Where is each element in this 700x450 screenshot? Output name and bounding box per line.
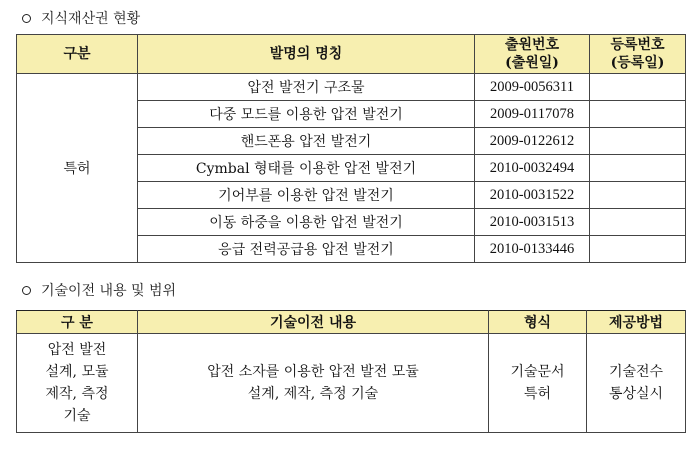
invention-name-cell: 다중 모드를 이용한 압전 발전기 xyxy=(138,101,475,128)
registration-number-cell xyxy=(590,74,686,101)
circle-bullet-icon xyxy=(22,14,31,23)
registration-number-cell xyxy=(590,236,686,263)
tech-transfer-title xyxy=(22,280,176,300)
registration-number-cell xyxy=(590,101,686,128)
application-number-cell: 2009-0117078 xyxy=(475,101,590,128)
table-row xyxy=(17,74,686,101)
transfer-method-line: 기술전수 xyxy=(608,364,664,380)
tech-transfer-title-text: 기술이전 내용 및 범위 xyxy=(41,283,177,299)
transfer-format-cell xyxy=(489,334,587,433)
transfer-content-cell xyxy=(138,334,489,433)
transfer-content-line: 설계, 제작, 측정 기술 xyxy=(247,386,379,402)
application-number-cell: 2010-0031522 xyxy=(475,182,590,209)
application-number-cell: 2010-0031513 xyxy=(475,209,590,236)
registration-number-cell xyxy=(590,209,686,236)
category-cell: 특허 xyxy=(17,74,138,263)
header-application-number-line1: 출원번호 xyxy=(504,37,560,53)
ip-status-title-text: 지식재산권 현황 xyxy=(41,11,141,27)
circle-bullet-icon xyxy=(22,286,31,295)
table-row xyxy=(17,334,686,433)
transfer-method-line: 통상실시 xyxy=(608,386,664,402)
transfer-method-cell xyxy=(587,334,686,433)
ip-table-header-row xyxy=(17,35,686,74)
header-provision-method: 제공방법 xyxy=(587,311,686,334)
application-number-cell: 2010-0032494 xyxy=(475,155,590,182)
application-number-cell: 2009-0056311 xyxy=(475,74,590,101)
ip-status-table xyxy=(16,34,686,263)
application-number-cell: 2009-0122612 xyxy=(475,128,590,155)
header-registration-number-line2: (등록일) xyxy=(610,55,665,71)
invention-name-cell: 압전 발전기 구조물 xyxy=(138,74,475,101)
transfer-category-line: 설계, 모듈 xyxy=(45,364,109,380)
header-registration-number xyxy=(590,35,686,74)
header-category: 구 분 xyxy=(17,311,138,334)
registration-number-cell xyxy=(590,128,686,155)
invention-name-cell: 이동 하중을 이용한 압전 발전기 xyxy=(138,209,475,236)
invention-name-cell: 응급 전력공급용 압전 발전기 xyxy=(138,236,475,263)
transfer-category-cell xyxy=(17,334,138,433)
transfer-format-line: 특허 xyxy=(523,386,552,402)
tt-table-header-row xyxy=(17,311,686,334)
registration-number-cell xyxy=(590,182,686,209)
header-invention-name: 발명의 명칭 xyxy=(138,35,475,74)
invention-name-cell: Cymbal 형태를 이용한 압전 발전기 xyxy=(138,155,475,182)
header-application-number-line2: (출원일) xyxy=(505,55,559,71)
transfer-category-line: 제작, 측정 xyxy=(45,386,109,402)
header-format: 형식 xyxy=(489,311,587,334)
header-transfer-content: 기술이전 내용 xyxy=(138,311,489,334)
registration-number-cell xyxy=(590,155,686,182)
application-number-cell: 2010-0133446 xyxy=(475,236,590,263)
transfer-format-line: 기술문서 xyxy=(510,364,565,380)
header-application-number xyxy=(475,35,590,74)
invention-name-cell: 기어부를 이용한 압전 발전기 xyxy=(138,182,475,209)
tech-transfer-table xyxy=(16,310,686,433)
invention-name-cell: 핸드폰용 압전 발전기 xyxy=(138,128,475,155)
ip-status-title xyxy=(22,8,140,28)
transfer-category-line: 압전 발전 xyxy=(47,342,107,358)
header-category: 구분 xyxy=(17,35,138,74)
header-registration-number-line1: 등록번호 xyxy=(610,37,665,53)
transfer-category-line: 기술 xyxy=(63,408,91,424)
transfer-content-line: 압전 소자를 이용한 압전 발전 모듈 xyxy=(207,364,419,380)
